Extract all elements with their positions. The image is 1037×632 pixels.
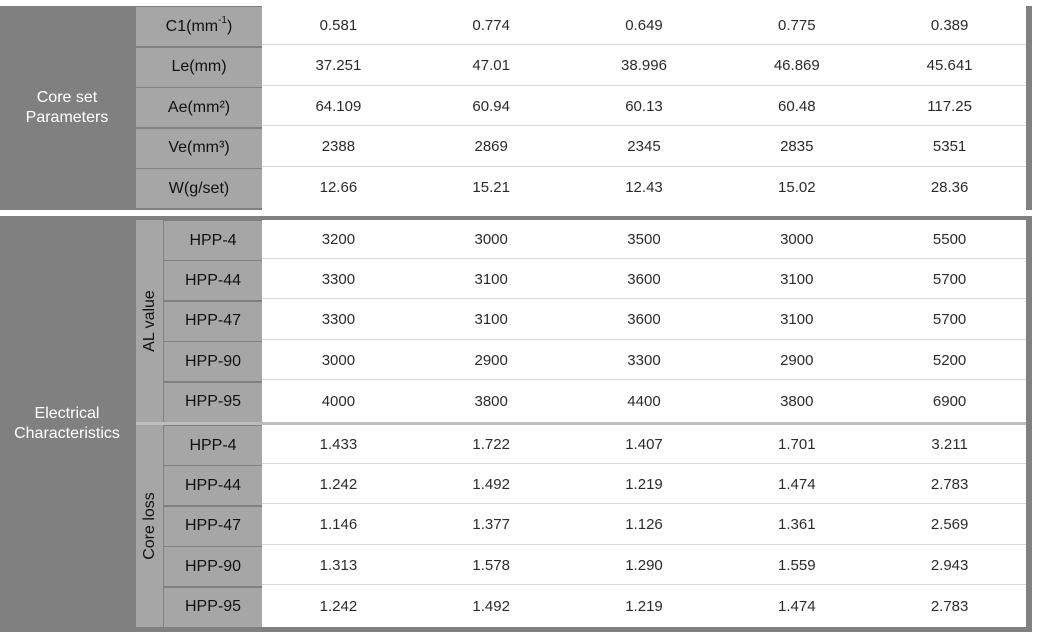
- parameter-label-tail: ): [227, 17, 233, 35]
- value-cell: 2.569: [930, 516, 969, 534]
- table-row: [262, 587, 1026, 626]
- value-cell: 1.722: [472, 435, 510, 453]
- parameter-label: [136, 169, 262, 208]
- value-cell: 0.649: [625, 16, 663, 34]
- table-row: [262, 425, 1026, 464]
- parameter-label: [136, 48, 262, 87]
- parameter-label-main: Le(mm): [171, 58, 227, 76]
- value-cell: 28.36: [930, 179, 969, 197]
- elec-label-line1: Electrical: [34, 405, 100, 422]
- parameter-label-main: C1(mm: [165, 17, 219, 35]
- value-cell: 38.996: [621, 57, 667, 75]
- value-cell: 2.783: [930, 475, 969, 493]
- table-row: [262, 341, 1026, 380]
- value-cell: 60.13: [625, 97, 663, 115]
- value-cell: 2835: [780, 138, 814, 156]
- value-cell: 1.492: [472, 597, 510, 615]
- value-cell: 3100: [780, 270, 814, 288]
- core-loss-label-text: Core loss: [140, 492, 158, 560]
- core-data-grid: [262, 6, 1026, 210]
- parameter-label-main: Ae(mm²): [167, 98, 231, 116]
- grade-label: HPP-90: [164, 342, 262, 381]
- value-cell: 2900: [780, 351, 814, 369]
- value-cell: 1.474: [778, 597, 816, 615]
- table-row: [262, 546, 1026, 585]
- table-row: [262, 220, 1026, 259]
- parameter-label: [136, 129, 262, 168]
- value-cell: 1.361: [778, 516, 816, 534]
- core-set-parameters-label: [0, 6, 134, 210]
- parameter-label-main: W(g/set): [168, 179, 230, 197]
- value-cell: 3000: [321, 351, 356, 369]
- value-cell: 3200: [321, 230, 356, 248]
- value-cell: 1.242: [319, 475, 358, 493]
- table-row: [262, 260, 1026, 299]
- value-cell: 3300: [627, 351, 661, 369]
- value-cell: 3000: [474, 230, 508, 248]
- value-cell: 1.433: [319, 435, 358, 453]
- value-cell: 2388: [321, 138, 356, 156]
- grade-label: HPP-47: [164, 507, 262, 546]
- value-cell: 0.775: [778, 16, 816, 34]
- value-cell: 5700: [932, 270, 967, 288]
- core-set-parameters-section: [0, 6, 1032, 210]
- parameter-label: [136, 88, 262, 127]
- value-cell: 3300: [321, 311, 356, 329]
- value-cell: 2345: [627, 138, 661, 156]
- value-cell: 1.242: [319, 597, 358, 615]
- value-cell: 4400: [627, 392, 661, 410]
- value-cell: 37.251: [315, 57, 362, 75]
- value-cell: 5200: [932, 351, 967, 369]
- value-cell: 12.43: [625, 179, 663, 197]
- value-cell: 3100: [474, 311, 508, 329]
- value-cell: 3600: [627, 270, 661, 288]
- grade-label: HPP-4: [164, 426, 262, 465]
- value-cell: 47.01: [472, 57, 510, 75]
- grade-label: HPP-44: [164, 466, 262, 505]
- al-value-label-text: AL value: [140, 290, 158, 352]
- grade-label: HPP-95: [164, 383, 262, 422]
- value-cell: 1.313: [319, 556, 358, 574]
- table-row: [262, 382, 1026, 421]
- value-cell: 3600: [627, 311, 661, 329]
- value-cell: 3800: [474, 392, 508, 410]
- electrical-characteristics-section: [0, 216, 1032, 632]
- value-cell: 60.48: [778, 97, 816, 115]
- value-cell: 0.389: [930, 16, 969, 34]
- grade-label: HPP-44: [164, 261, 262, 300]
- electrical-characteristics-label: [0, 216, 134, 632]
- value-cell: 5351: [932, 138, 967, 156]
- value-cell: 0.581: [319, 16, 358, 34]
- al-value-data-grid: [262, 220, 1026, 422]
- value-cell: 45.641: [926, 57, 973, 75]
- table-row: [262, 6, 1026, 45]
- value-cell: 3100: [474, 270, 508, 288]
- value-cell: 3500: [627, 230, 661, 248]
- parameter-label: C1(mm $^{-1}$ ): [136, 7, 262, 46]
- value-cell: 5700: [932, 311, 967, 329]
- value-cell: 4000: [321, 392, 356, 410]
- core-label-line1: Core set: [36, 89, 98, 106]
- elec-label-line2: Characteristics: [14, 425, 120, 442]
- value-cell: 2.943: [930, 556, 969, 574]
- value-cell: 15.02: [778, 179, 816, 197]
- value-cell: 3.211: [931, 435, 968, 453]
- core-label-line2: Parameters: [25, 109, 109, 126]
- value-cell: 1.146: [319, 516, 358, 534]
- table-row: [262, 128, 1026, 167]
- al-value-label: [136, 220, 163, 422]
- table-row: [262, 506, 1026, 545]
- value-cell: 117.25: [927, 97, 972, 115]
- value-cell: 12.66: [319, 179, 358, 197]
- value-cell: 46.869: [773, 57, 820, 75]
- value-cell: 2869: [474, 138, 508, 156]
- value-cell: 0.774: [472, 16, 510, 34]
- value-cell: 3300: [321, 270, 356, 288]
- value-cell: 1.701: [778, 435, 816, 453]
- value-cell: 1.407: [625, 435, 663, 453]
- table-row: [262, 301, 1026, 340]
- value-cell: 1.377: [472, 516, 510, 534]
- table-row: [262, 168, 1026, 207]
- grade-label: HPP-95: [164, 588, 262, 627]
- value-cell: 1.126: [625, 516, 663, 534]
- table-row: [262, 87, 1026, 126]
- value-cell: 64.109: [315, 97, 362, 115]
- value-cell: 1.474: [778, 475, 816, 493]
- value-cell: 60.94: [472, 97, 510, 115]
- value-cell: 1.219: [625, 597, 663, 615]
- value-cell: 6900: [932, 392, 967, 410]
- value-cell: 15.21: [472, 179, 510, 197]
- table-row: [262, 465, 1026, 504]
- value-cell: 1.492: [472, 475, 510, 493]
- grade-label: HPP-4: [164, 221, 262, 260]
- grade-label: HPP-47: [164, 302, 262, 341]
- value-cell: 1.578: [472, 556, 510, 574]
- parameter-label-main: Ve(mm³): [168, 139, 230, 157]
- value-cell: 1.290: [625, 556, 663, 574]
- value-cell: 1.219: [625, 475, 663, 493]
- value-cell: 3800: [780, 392, 814, 410]
- grade-label: HPP-90: [164, 547, 262, 586]
- value-cell: 1.559: [778, 556, 816, 574]
- value-cell: 2900: [474, 351, 508, 369]
- core-loss-data-grid: [262, 425, 1026, 627]
- table-row: [262, 47, 1026, 86]
- core-loss-label: [136, 425, 163, 627]
- value-cell: 3000: [780, 230, 814, 248]
- value-cell: 2.783: [930, 597, 969, 615]
- value-cell: 3100: [780, 311, 814, 329]
- value-cell: 5500: [932, 230, 967, 248]
